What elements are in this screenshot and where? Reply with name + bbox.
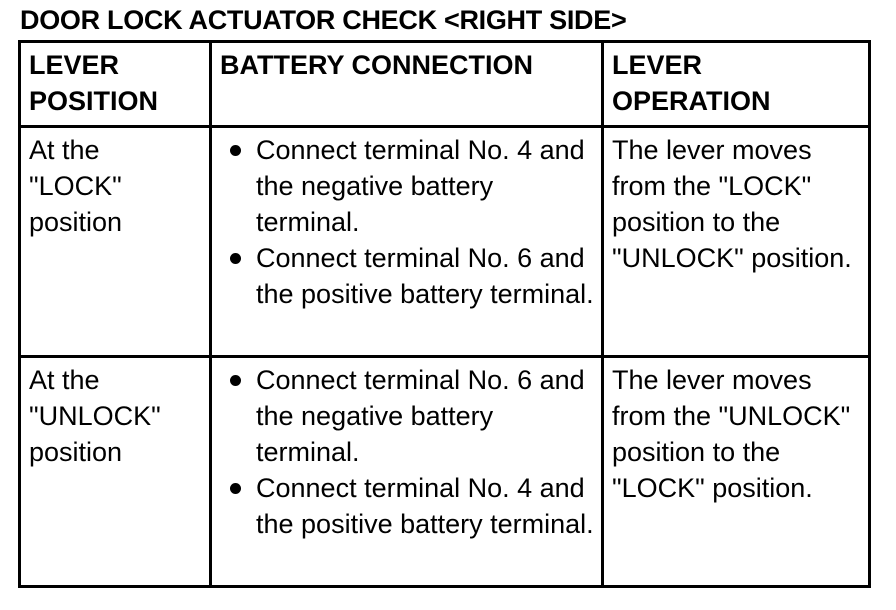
- table-row: [20, 357, 870, 587]
- connection-step-text: Connect terminal No. 6 and the negative battery terminal.: [256, 365, 585, 467]
- list-item: [220, 470, 595, 542]
- table-header-row: [20, 42, 870, 127]
- header-battery-connection: BATTERY CONNECTION: [211, 42, 603, 127]
- lever-operation-text: The lever moves from the "UNLOCK" position to the "LOCK" position.: [612, 365, 851, 503]
- list-item: [220, 362, 595, 470]
- lever-operation-text: The lever moves from the "LOCK" position to the "UNLOCK" position.: [612, 135, 852, 273]
- list-item: [220, 240, 595, 312]
- connection-step-text: Connect terminal No. 4 and the negative battery terminal.: [256, 135, 585, 237]
- cell-lever-operation: [603, 357, 870, 587]
- connection-list: [220, 132, 595, 312]
- cell-lever-operation: [603, 127, 870, 357]
- bullet-icon: [230, 375, 241, 386]
- cell-battery-connection: [211, 127, 603, 357]
- connection-list: [220, 362, 595, 542]
- connection-step-text: Connect terminal No. 4 and the positive battery terminal.: [256, 473, 594, 539]
- bullet-icon: [230, 483, 241, 494]
- page-title: DOOR LOCK ACTUATOR CHECK <RIGHT SIDE>: [20, 5, 627, 35]
- connection-step-text: Connect terminal No. 6 and the positive battery terminal.: [256, 243, 594, 309]
- bullet-icon: [230, 253, 241, 264]
- actuator-check-table: [18, 40, 871, 588]
- list-item: [220, 132, 595, 240]
- cell-lever-position: [20, 357, 211, 587]
- lever-position-text: At the "UNLOCK" position: [29, 365, 161, 467]
- bullet-icon: [230, 145, 241, 156]
- table-row: [20, 127, 870, 357]
- header-lever-position: LEVER POSITION: [20, 42, 211, 127]
- header-lever-operation: LEVER OPERATION: [603, 42, 870, 127]
- cell-battery-connection: [211, 357, 603, 587]
- cell-lever-position: [20, 127, 211, 357]
- lever-position-text: At the "LOCK" position: [29, 135, 123, 237]
